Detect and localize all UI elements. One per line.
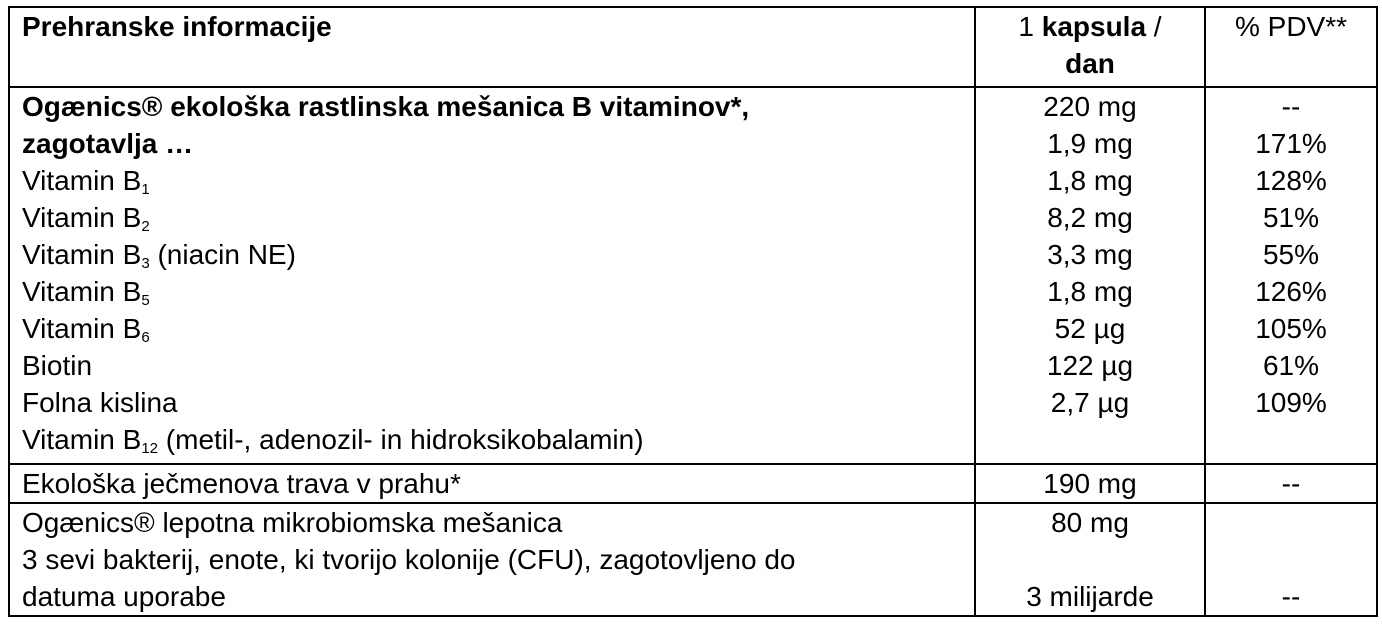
b-vitamins-labels — [9, 87, 975, 464]
amount-6: 52 µg — [1054, 313, 1126, 344]
b-vitamins-title-line1: Ogænics® ekološka rastlinska mešanica B vitaminov*, — [22, 91, 750, 122]
amount-1: 1,9 mg — [1047, 128, 1133, 159]
microbiome-line3: datuma uporabe — [22, 581, 226, 612]
header-per-capsule-bold: kapsula — [1041, 11, 1147, 42]
amount-5: 1,8 mg — [1047, 276, 1133, 307]
barley-grass-pdv: -- — [1205, 464, 1377, 503]
microbiome-pdv-spacer2 — [1218, 541, 1364, 578]
header-per-capsule-pre: 1 — [1018, 11, 1042, 42]
row-label-b2: Vitamin $B_2$ — [22, 202, 150, 235]
pdv-8: 109% — [1255, 387, 1327, 418]
header-per-capsule-line2: dan — [1065, 48, 1115, 79]
section-barley-grass — [9, 464, 1377, 503]
row-label-b1: Vitamin $B_1$ — [22, 165, 150, 198]
microbiome-pdv-spacer1 — [1218, 504, 1364, 541]
microbiome-amount-cfu: 3 milijarde — [1026, 581, 1154, 612]
row-label-b5: Vitamin $B_5$ — [22, 276, 150, 309]
row-label-b12: Vitamin $B_{12}$ (metil-, adenozil- in hidroksikobalamin) — [22, 424, 644, 457]
pdv-6: 105% — [1255, 313, 1327, 344]
microbiome-pdv — [1205, 503, 1377, 616]
row-label-biotin: Biotin — [22, 350, 93, 381]
microbiome-amount-mg: 80 mg — [1051, 507, 1129, 538]
b-vitamins-title-line2: zagotavlja … — [22, 128, 194, 159]
microbiome-labels — [9, 503, 975, 616]
microbiome-amount-spacer — [988, 541, 1192, 578]
pdv-4: 55% — [1262, 239, 1320, 270]
amount-2: 1,8 mg — [1047, 165, 1133, 196]
pdv-7: 61% — [1262, 350, 1320, 381]
pdv-1: 171% — [1255, 128, 1327, 159]
amount-8: 2,7 µg — [1050, 387, 1130, 418]
barley-grass-amount: 190 mg — [975, 464, 1205, 503]
b-vitamins-pdv — [1205, 87, 1377, 464]
amount-4: 3,3 mg — [1047, 239, 1133, 270]
row-label-b3: Vitamin $B_3$ (niacin NE) — [22, 239, 296, 272]
row-label-folic-acid: Folna kislina — [22, 387, 178, 418]
amount-7: 122 µg — [1046, 350, 1134, 381]
row-label-b6: Vitamin $B_6$ — [22, 313, 150, 346]
b-vitamins-amounts — [975, 87, 1205, 464]
barley-grass-label: Ekološka ječmenova trava v prahu* — [9, 464, 975, 503]
b-vitamins-total-pdv: -- — [1281, 91, 1301, 122]
microbiome-line2: 3 sevi bakterij, enote, ki tvorijo kolonije (CFU), zagotovljeno do — [22, 544, 796, 575]
pdv-3: 51% — [1262, 202, 1320, 233]
microbiome-pdv-value: -- — [1281, 581, 1301, 612]
header-per-capsule — [975, 7, 1205, 87]
amount-3: 8,2 mg — [1047, 202, 1133, 233]
header-nutrition-info: Prehranske informacije — [9, 7, 975, 87]
b-vitamins-total-amount: 220 mg — [1043, 91, 1137, 122]
pdv-5: 126% — [1255, 276, 1327, 307]
nutrition-table — [8, 6, 1378, 617]
table-header-row — [9, 7, 1377, 87]
microbiome-line1: Ogænics® lepotna mikrobiomska mešanica — [22, 507, 563, 538]
pdv-2: 128% — [1255, 165, 1327, 196]
header-per-capsule-post: / — [1146, 11, 1162, 42]
section-b-vitamins — [9, 87, 1377, 464]
section-microbiome-blend — [9, 503, 1377, 616]
microbiome-amounts — [975, 503, 1205, 616]
header-pdv: % PDV** — [1205, 7, 1377, 87]
